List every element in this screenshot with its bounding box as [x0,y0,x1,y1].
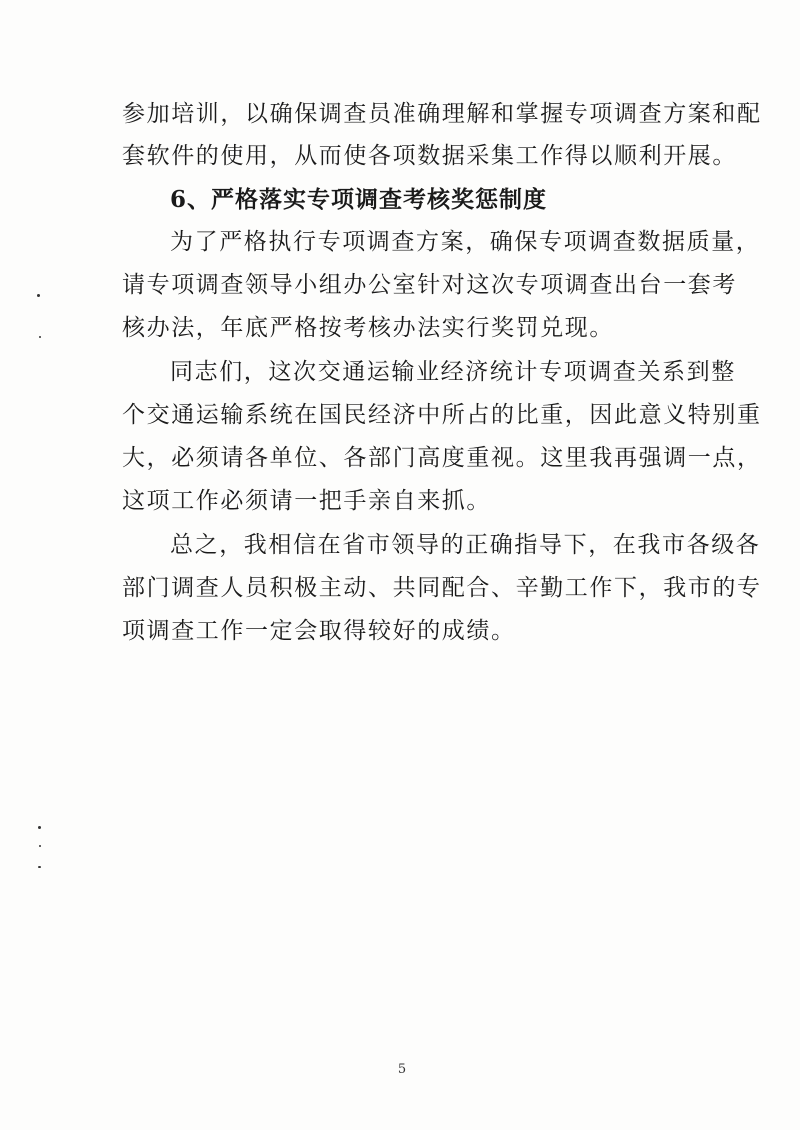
section-heading: 6、严格落实专项调查考核奖惩制度 [170,186,548,213]
text-line: 个交通运输系统在国民经济中所占的比重，因此意义特别重 [122,402,762,428]
text-line: 为了严格执行专项调查方案，确保专项调查数据质量， [170,229,761,255]
page-number: 5 [397,1062,407,1077]
text-line: 参加培训，以确保调查员准确理解和掌握专项调查方案和配 [122,101,762,127]
text-line: 大，必须请各单位、各部门高度重视。这里我再强调一点， [122,445,762,471]
text-line: 核办法，年底严格按考核办法实行奖罚兑现。 [122,315,614,341]
text-line: 这项工作必须请一把手亲自来抓。 [122,488,491,514]
text-line: 同志们，这次交通运输业经济统计专项调查关系到整 [170,359,736,385]
scan-speck [39,336,41,338]
text-line: 项调查工作一定会取得较好的成绩。 [122,618,516,644]
scan-speck [37,294,40,297]
text-line: 请专项调查领导小组办公室针对这次专项调查出台一套考 [122,272,737,298]
scan-speck [39,845,41,847]
scan-speck [38,866,41,868]
text-line: 部门调查人员积极主动、共同配合、辛勤工作下，我市的专 [122,575,762,601]
scan-speck [38,826,41,829]
text-line: 套软件的使用，从而使各项数据采集工作得以顺利开展。 [122,143,737,169]
text-line: 总之，我相信在省市领导的正确指导下，在我市各级各 [170,532,761,558]
